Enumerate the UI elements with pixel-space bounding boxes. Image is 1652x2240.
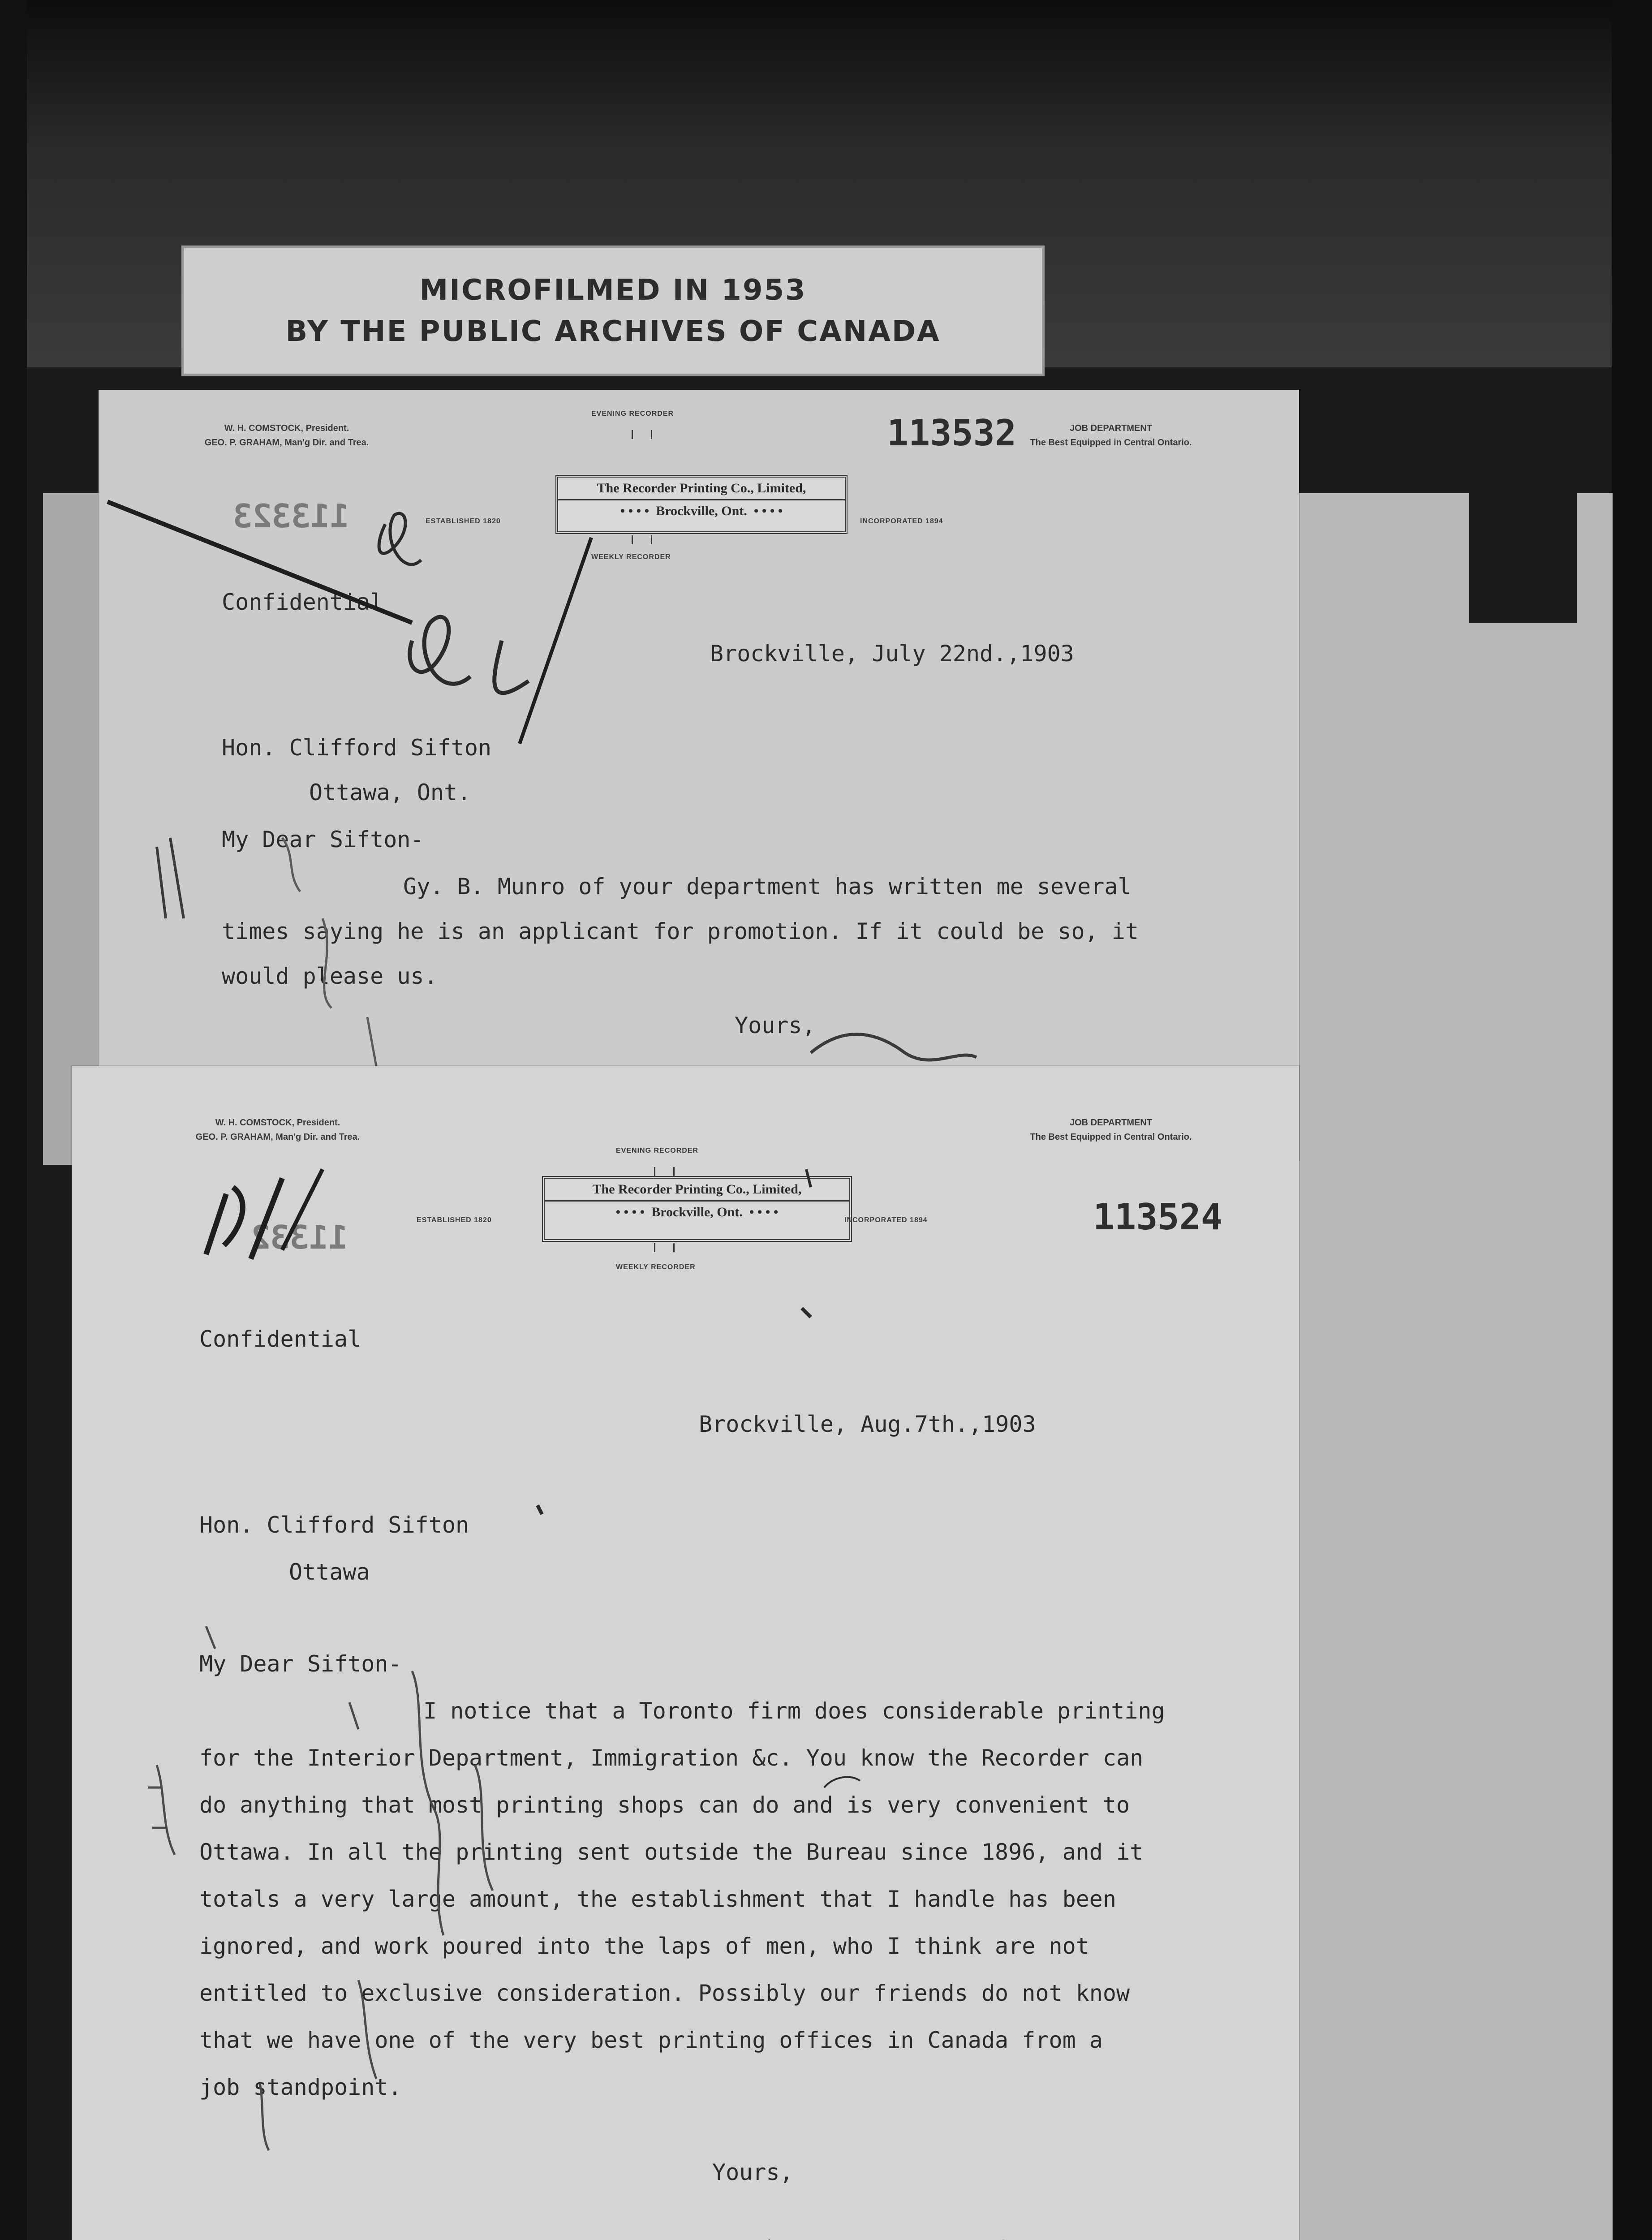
file-number-stamp: 113524 <box>1093 1196 1222 1238</box>
archive-label-line-1: MICROFILMED IN 1953 <box>419 274 807 307</box>
officer-president: W. H. COMSTOCK, President. <box>224 423 349 433</box>
body-line: for the Interior Department, Immigration &c. You know the Recorder can <box>199 1745 1144 1771</box>
body-line: times saying he is an applicant for promotion. If it could be so, it <box>222 918 1139 944</box>
company-name: The Recorder Printing Co., Limited, <box>545 1179 849 1202</box>
letter-aug-7 <box>72 1066 1299 2240</box>
body-line: do anything that most printing shops can do and is very convenient to <box>199 1792 1130 1818</box>
incorporated-label: INCORPORATED 1894 <box>844 1216 928 1224</box>
film-edge-left <box>0 0 27 2240</box>
job-department-title: JOB DEPARTMENT <box>1069 1118 1153 1128</box>
film-edge-right <box>1612 0 1652 2240</box>
addressee-city: Ottawa, Ont. <box>309 780 471 806</box>
company-name: The Recorder Printing Co., Limited, <box>558 478 845 500</box>
addressee-name: Hon. Clifford Sifton <box>199 1512 469 1538</box>
addressee-city: Ottawa <box>289 1559 370 1585</box>
body-line: Ottawa. In all the printing sent outside the Bureau since 1896, and it <box>199 1839 1144 1865</box>
evening-recorder-label: EVENING RECORDER <box>591 410 674 418</box>
closing: Yours, <box>735 1012 816 1038</box>
officer-president: W. H. COMSTOCK, President. <box>215 1118 340 1128</box>
body-line: ignored, and work poured into the laps of men, who I think are not <box>199 1933 1089 1959</box>
archive-label-line-2: BY THE PUBLIC ARCHIVES OF CANADA <box>285 315 941 348</box>
company-city: Brockville, Ont. <box>656 504 747 518</box>
handwritten-annotations <box>99 390 1299 1160</box>
confidential-note: Confidential <box>199 1326 361 1352</box>
weekly-recorder-label: WEEKLY RECORDER <box>591 553 671 561</box>
file-number-bleed: 113323 <box>233 497 350 535</box>
established-label: ESTABLISHED 1820 <box>417 1216 492 1224</box>
officer-manager: GEO. P. GRAHAM, Man'g Dir. and Trea. <box>195 1132 360 1142</box>
handwritten-annotations <box>72 1066 1299 2240</box>
closing: Yours, <box>712 2159 793 2185</box>
body-line: totals a very large amount, the establishment that I handle has been <box>199 1886 1116 1912</box>
body-line: Gy. B. Munro of your department has written me several <box>403 874 1131 900</box>
officer-manager: GEO. P. GRAHAM, Man'g Dir. and Trea. <box>204 438 369 448</box>
body-line: job standpoint. <box>199 2074 402 2100</box>
weekly-recorder-label: WEEKLY RECORDER <box>616 1263 696 1271</box>
salutation: My Dear Sifton- <box>199 1651 402 1677</box>
job-department-tagline: The Best Equipped in Central Ontario. <box>1030 438 1192 448</box>
archive-label-plate <box>181 246 1045 376</box>
company-city: Brockville, Ont. <box>651 1205 743 1219</box>
body-line: would please us. <box>222 963 438 989</box>
confidential-note: Confidential <box>222 589 384 615</box>
incorporated-label: INCORPORATED 1894 <box>860 517 943 525</box>
established-label: ESTABLISHED 1820 <box>426 517 501 525</box>
letter-date: Brockville, Aug.7th.,1903 <box>699 1411 1036 1437</box>
body-line: I notice that a Toronto firm does considerable printing <box>423 1698 1165 1724</box>
file-number-stamp: 113532 <box>887 412 1016 454</box>
body-line: entitled to exclusive consideration. Possibly our friends do not know <box>199 1980 1130 2006</box>
company-city-row: • • • • Brockville, Ont. • • • • <box>620 504 783 518</box>
job-department-title: JOB DEPARTMENT <box>1069 423 1153 433</box>
evening-recorder-label: EVENING RECORDER <box>616 1147 699 1154</box>
dark-tab <box>1469 488 1577 623</box>
company-city-row: • • • • Brockville, Ont. • • • • <box>615 1205 779 1219</box>
addressee-name: Hon. Clifford Sifton <box>222 735 492 761</box>
file-number-bleed: 11332 <box>251 1219 348 1256</box>
job-department-tagline: The Best Equipped in Central Ontario. <box>1030 1132 1192 1142</box>
body-line: that we have one of the very best printing offices in Canada from a <box>199 2027 1103 2053</box>
salutation: My Dear Sifton- <box>222 827 424 853</box>
letter-date: Brockville, July 22nd.,1903 <box>710 641 1074 667</box>
pale-sheet <box>1299 493 1613 2240</box>
letter-july-22 <box>99 390 1299 1160</box>
